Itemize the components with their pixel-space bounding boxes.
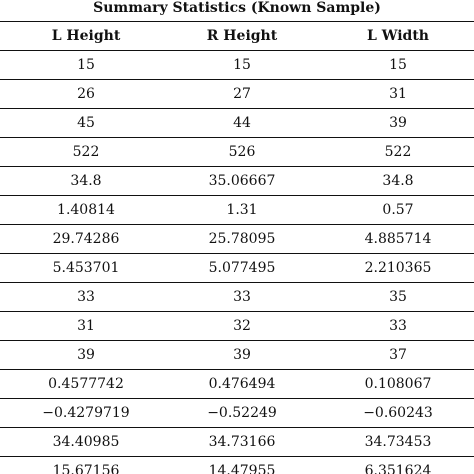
cell-r-height: 0.476494 (164, 370, 320, 399)
cell-r-height: 27 (164, 80, 320, 109)
cell-l-height: 39 (8, 341, 164, 370)
cell-r-height: 5.077495 (164, 254, 320, 283)
cell-l-width: 31 (320, 80, 474, 109)
cell-l-width: 0.57 (320, 196, 474, 225)
row-label (0, 341, 8, 370)
cell-r-height: 15 (164, 51, 320, 80)
table-row (0, 196, 474, 225)
column-header-l-height: L Height (8, 22, 164, 51)
cell-l-width: 39 (320, 109, 474, 138)
column-header-r-height: R Height (164, 22, 320, 51)
row-label (0, 138, 8, 167)
table-row (0, 138, 474, 167)
cell-l-height: 45 (8, 109, 164, 138)
cell-l-width: 37 (320, 341, 474, 370)
cell-r-height: 33 (164, 283, 320, 312)
cell-r-height: 1.31 (164, 196, 320, 225)
cell-r-height: 526 (164, 138, 320, 167)
cell-r-height: −0.52249 (164, 399, 320, 428)
cell-l-height: 15.67156 (8, 457, 164, 474)
cell-l-width: 2.210365 (320, 254, 474, 283)
row-label (0, 428, 8, 457)
cell-r-height: 39 (164, 341, 320, 370)
cell-l-height: 1.40814 (8, 196, 164, 225)
cell-l-height: 0.4577742 (8, 370, 164, 399)
cell-l-height: 34.8 (8, 167, 164, 196)
cell-l-height: 31 (8, 312, 164, 341)
table-row (0, 254, 474, 283)
table-row (0, 341, 474, 370)
cell-l-height: −0.4279719 (8, 399, 164, 428)
row-label (0, 225, 8, 254)
cell-l-width: 34.73453 (320, 428, 474, 457)
cell-l-width: −0.60243 (320, 399, 474, 428)
row-label (0, 399, 8, 428)
summary-statistics-table (0, 21, 474, 474)
table-row (0, 457, 474, 474)
cell-r-height: 34.73166 (164, 428, 320, 457)
table-row (0, 428, 474, 457)
cell-l-height: 33 (8, 283, 164, 312)
row-label (0, 109, 8, 138)
cell-l-height: 29.74286 (8, 225, 164, 254)
cell-l-width: 33 (320, 312, 474, 341)
cell-l-width: 6.351624 (320, 457, 474, 474)
table-row (0, 167, 474, 196)
row-label (0, 254, 8, 283)
cell-r-height: 44 (164, 109, 320, 138)
cell-l-width: 15 (320, 51, 474, 80)
table-row (0, 399, 474, 428)
cell-l-height: 15 (8, 51, 164, 80)
table-row (0, 80, 474, 109)
cell-l-height: 522 (8, 138, 164, 167)
table-row (0, 109, 474, 138)
table-title: Summary Statistics (Known Sample) (93, 0, 381, 16)
table-row (0, 370, 474, 399)
row-label (0, 312, 8, 341)
row-label (0, 80, 8, 109)
cell-r-height: 32 (164, 312, 320, 341)
cell-l-width: 34.8 (320, 167, 474, 196)
cell-l-width: 0.108067 (320, 370, 474, 399)
table-row (0, 312, 474, 341)
row-label (0, 283, 8, 312)
column-header-label (0, 22, 8, 51)
cell-l-width: 4.885714 (320, 225, 474, 254)
row-label (0, 51, 8, 80)
cell-l-height: 26 (8, 80, 164, 109)
cell-r-height: 14.47955 (164, 457, 320, 474)
row-label (0, 196, 8, 225)
cell-l-width: 35 (320, 283, 474, 312)
row-label (0, 167, 8, 196)
table-row (0, 283, 474, 312)
header-row (0, 22, 474, 51)
table-row (0, 51, 474, 80)
column-header-l-width: L Width (320, 22, 474, 51)
cell-l-height: 5.453701 (8, 254, 164, 283)
cell-l-width: 522 (320, 138, 474, 167)
row-label (0, 370, 8, 399)
table-row (0, 225, 474, 254)
cell-l-height: 34.40985 (8, 428, 164, 457)
cell-r-height: 25.78095 (164, 225, 320, 254)
row-label (0, 457, 8, 474)
cell-r-height: 35.06667 (164, 167, 320, 196)
